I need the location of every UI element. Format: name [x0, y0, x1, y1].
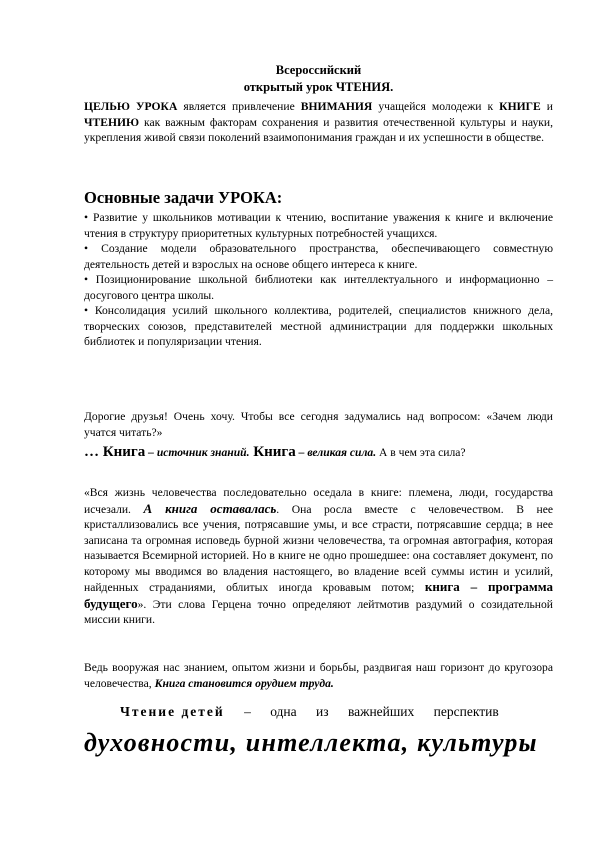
- title-line-2: открытый урок ЧТЕНИЯ.: [243, 80, 394, 94]
- goal-reading: ЧТЕНИЮ: [84, 115, 140, 129]
- armed-text: Ведь вооружая нас знанием, опытом жизни и борьбы, раздвигая наш горизонт до кругозора человечества,: [84, 661, 553, 690]
- book-power-2: – источник знаний.: [145, 446, 250, 459]
- quote-part-1: «Вся жизнь человечества последовательно оседала в книге: племена, люди, государства исчезали.: [84, 486, 553, 516]
- tasks-heading: Основные задачи УРОКА:: [84, 188, 283, 207]
- quote-paragraph: [84, 485, 553, 628]
- goal-attention: ВНИМАНИЯ: [300, 100, 373, 113]
- goal-book: КНИГЕ: [499, 100, 541, 113]
- goal-lead: ЦЕЛЬЮ УРОКА: [84, 100, 178, 113]
- page-title: [84, 62, 553, 96]
- tasks-list: [84, 210, 553, 350]
- task-item: • Создание модели образовательного пространства, обеспечивающего совместную деятельность детей и взрослых на основе общего интереса к книге.: [84, 242, 553, 271]
- quote-part-4: книга – программа будущего: [84, 579, 553, 611]
- book-power-4: – великая сила.: [295, 446, 377, 459]
- task-item: • Позиционирование школьной библиотеки как интеллектуального и информационно – досугового центра школы.: [84, 273, 553, 302]
- goal-paragraph: [84, 99, 553, 146]
- finale-line: [84, 704, 553, 720]
- finale-big-line: духовности, интеллекта, культуры: [84, 728, 538, 757]
- goal-text-2: учащейся молодежи к: [372, 100, 500, 113]
- task-item: • Развитие у школьников мотивации к чтению, воспитание уважения к книге и включение чтения в структуру приоритетных культурных потребностей учащихся.: [84, 211, 553, 240]
- goal-text-4: как важным факторам сохранения и развития отечественной культуры и науки, укрепления живой связи поколений взаимопонимания граждан и их успешности в обществе.: [84, 115, 553, 144]
- quote-part-2: А книга оставалась: [143, 500, 277, 516]
- book-power-1: … Книга: [84, 444, 146, 460]
- goal-text-1: является привлечение: [177, 100, 301, 113]
- goal-text-3: и: [540, 100, 553, 113]
- task-item: • Консолидация усилий школьного коллектива, родителей, специалистов книжного дела, творческих союзов, представителей местной администрации для поддержки школьных библиотек и популяризации чтения.: [84, 304, 553, 348]
- greeting-paragraph: Дорогие друзья! Очень хочу. Чтобы все сегодня задумались над вопросом: «Зачем люди учатся читать?»: [84, 410, 553, 439]
- quote-part-5: ». Эти слова Герцена точно определяют лейтмотив раздумий о созидательной миссии книги.: [84, 597, 553, 626]
- finale-reading: Чтение детей: [120, 704, 225, 719]
- armed-paragraph: [84, 660, 553, 691]
- book-power-3: Книга: [249, 444, 296, 460]
- armed-emphasis: Книга становится орудием труда.: [154, 676, 334, 690]
- book-power-paragraph: [84, 445, 553, 461]
- book-power-5: А в чем эта сила?: [376, 446, 466, 459]
- quote-part-3: . Она росла вместе с человечеством. В нее кристаллизовались все учения, потрясавшие умы, и все страсти, потрясавшие сердца; в нее записана та огромная исповедь бурной жизни человечества, та огромная автография, которая называется Всемирной историей. Но в книге не одно прошедшее: она составляет документ, по которому мы вводимся во владения настоящего, во владение всей суммы истин и усилий, найденных страданиями, облитых иногда кровавым потом;: [84, 502, 553, 594]
- title-line-1: Всероссийский: [275, 63, 362, 77]
- finale-text: – одна из важнейших перспектив: [224, 704, 499, 719]
